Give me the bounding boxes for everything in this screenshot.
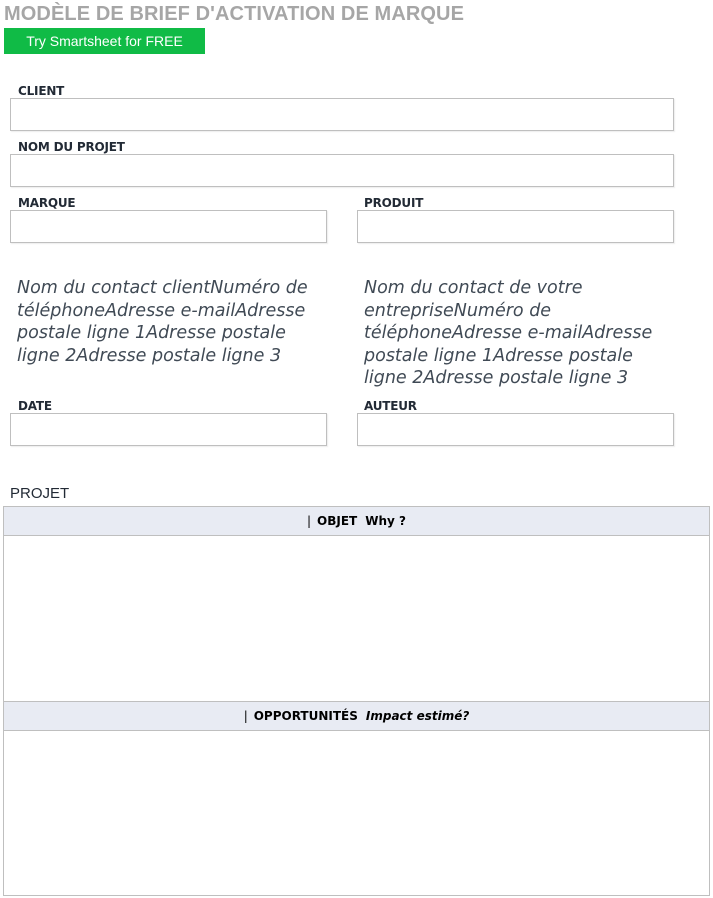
author-field[interactable] xyxy=(357,413,674,446)
objective-separator: | xyxy=(307,514,312,528)
project-section-label: PROJET xyxy=(10,485,70,502)
brand-field[interactable] xyxy=(10,210,327,243)
company-contact-text[interactable]: Nom du contact de votre entrepriseNuméro de téléphoneAdresse e-mailAdresse postale ligne 1Adresse postale ligne 2Adresse postale ligne 3 xyxy=(364,278,653,388)
project-name-label: NOM DU PROJET xyxy=(18,140,125,154)
product-field[interactable] xyxy=(357,210,674,243)
brand-label: MARQUE xyxy=(18,196,76,210)
client-field[interactable] xyxy=(10,98,674,131)
project-table xyxy=(3,506,710,896)
project-name-field[interactable] xyxy=(10,154,674,187)
objective-label: OBJET xyxy=(317,514,358,528)
date-field[interactable] xyxy=(10,413,327,446)
author-label: AUTEUR xyxy=(364,399,417,413)
opportunities-hint: Impact estimé? xyxy=(365,709,470,723)
product-label: PRODUIT xyxy=(364,196,424,210)
opportunities-header xyxy=(4,701,709,731)
client-contact-text[interactable]: Nom du contact clientNuméro de téléphoneAdresse e-mailAdresse postale ligne 1Adresse postale ligne 2Adresse postale ligne 3 xyxy=(17,278,308,366)
date-label: DATE xyxy=(18,399,52,413)
try-smartsheet-button[interactable]: Try Smartsheet for FREE xyxy=(4,28,205,54)
objective-content-cell[interactable] xyxy=(4,536,709,701)
opportunities-separator: | xyxy=(243,709,248,723)
objective-hint: Why ? xyxy=(365,514,406,528)
opportunities-label: OPPORTUNITÉS xyxy=(253,709,358,723)
objective-header xyxy=(4,507,709,536)
page-title: MODÈLE DE BRIEF D'ACTIVATION DE MARQUE xyxy=(4,3,465,25)
client-label: CLIENT xyxy=(18,84,65,98)
opportunities-content-cell[interactable] xyxy=(4,731,709,895)
